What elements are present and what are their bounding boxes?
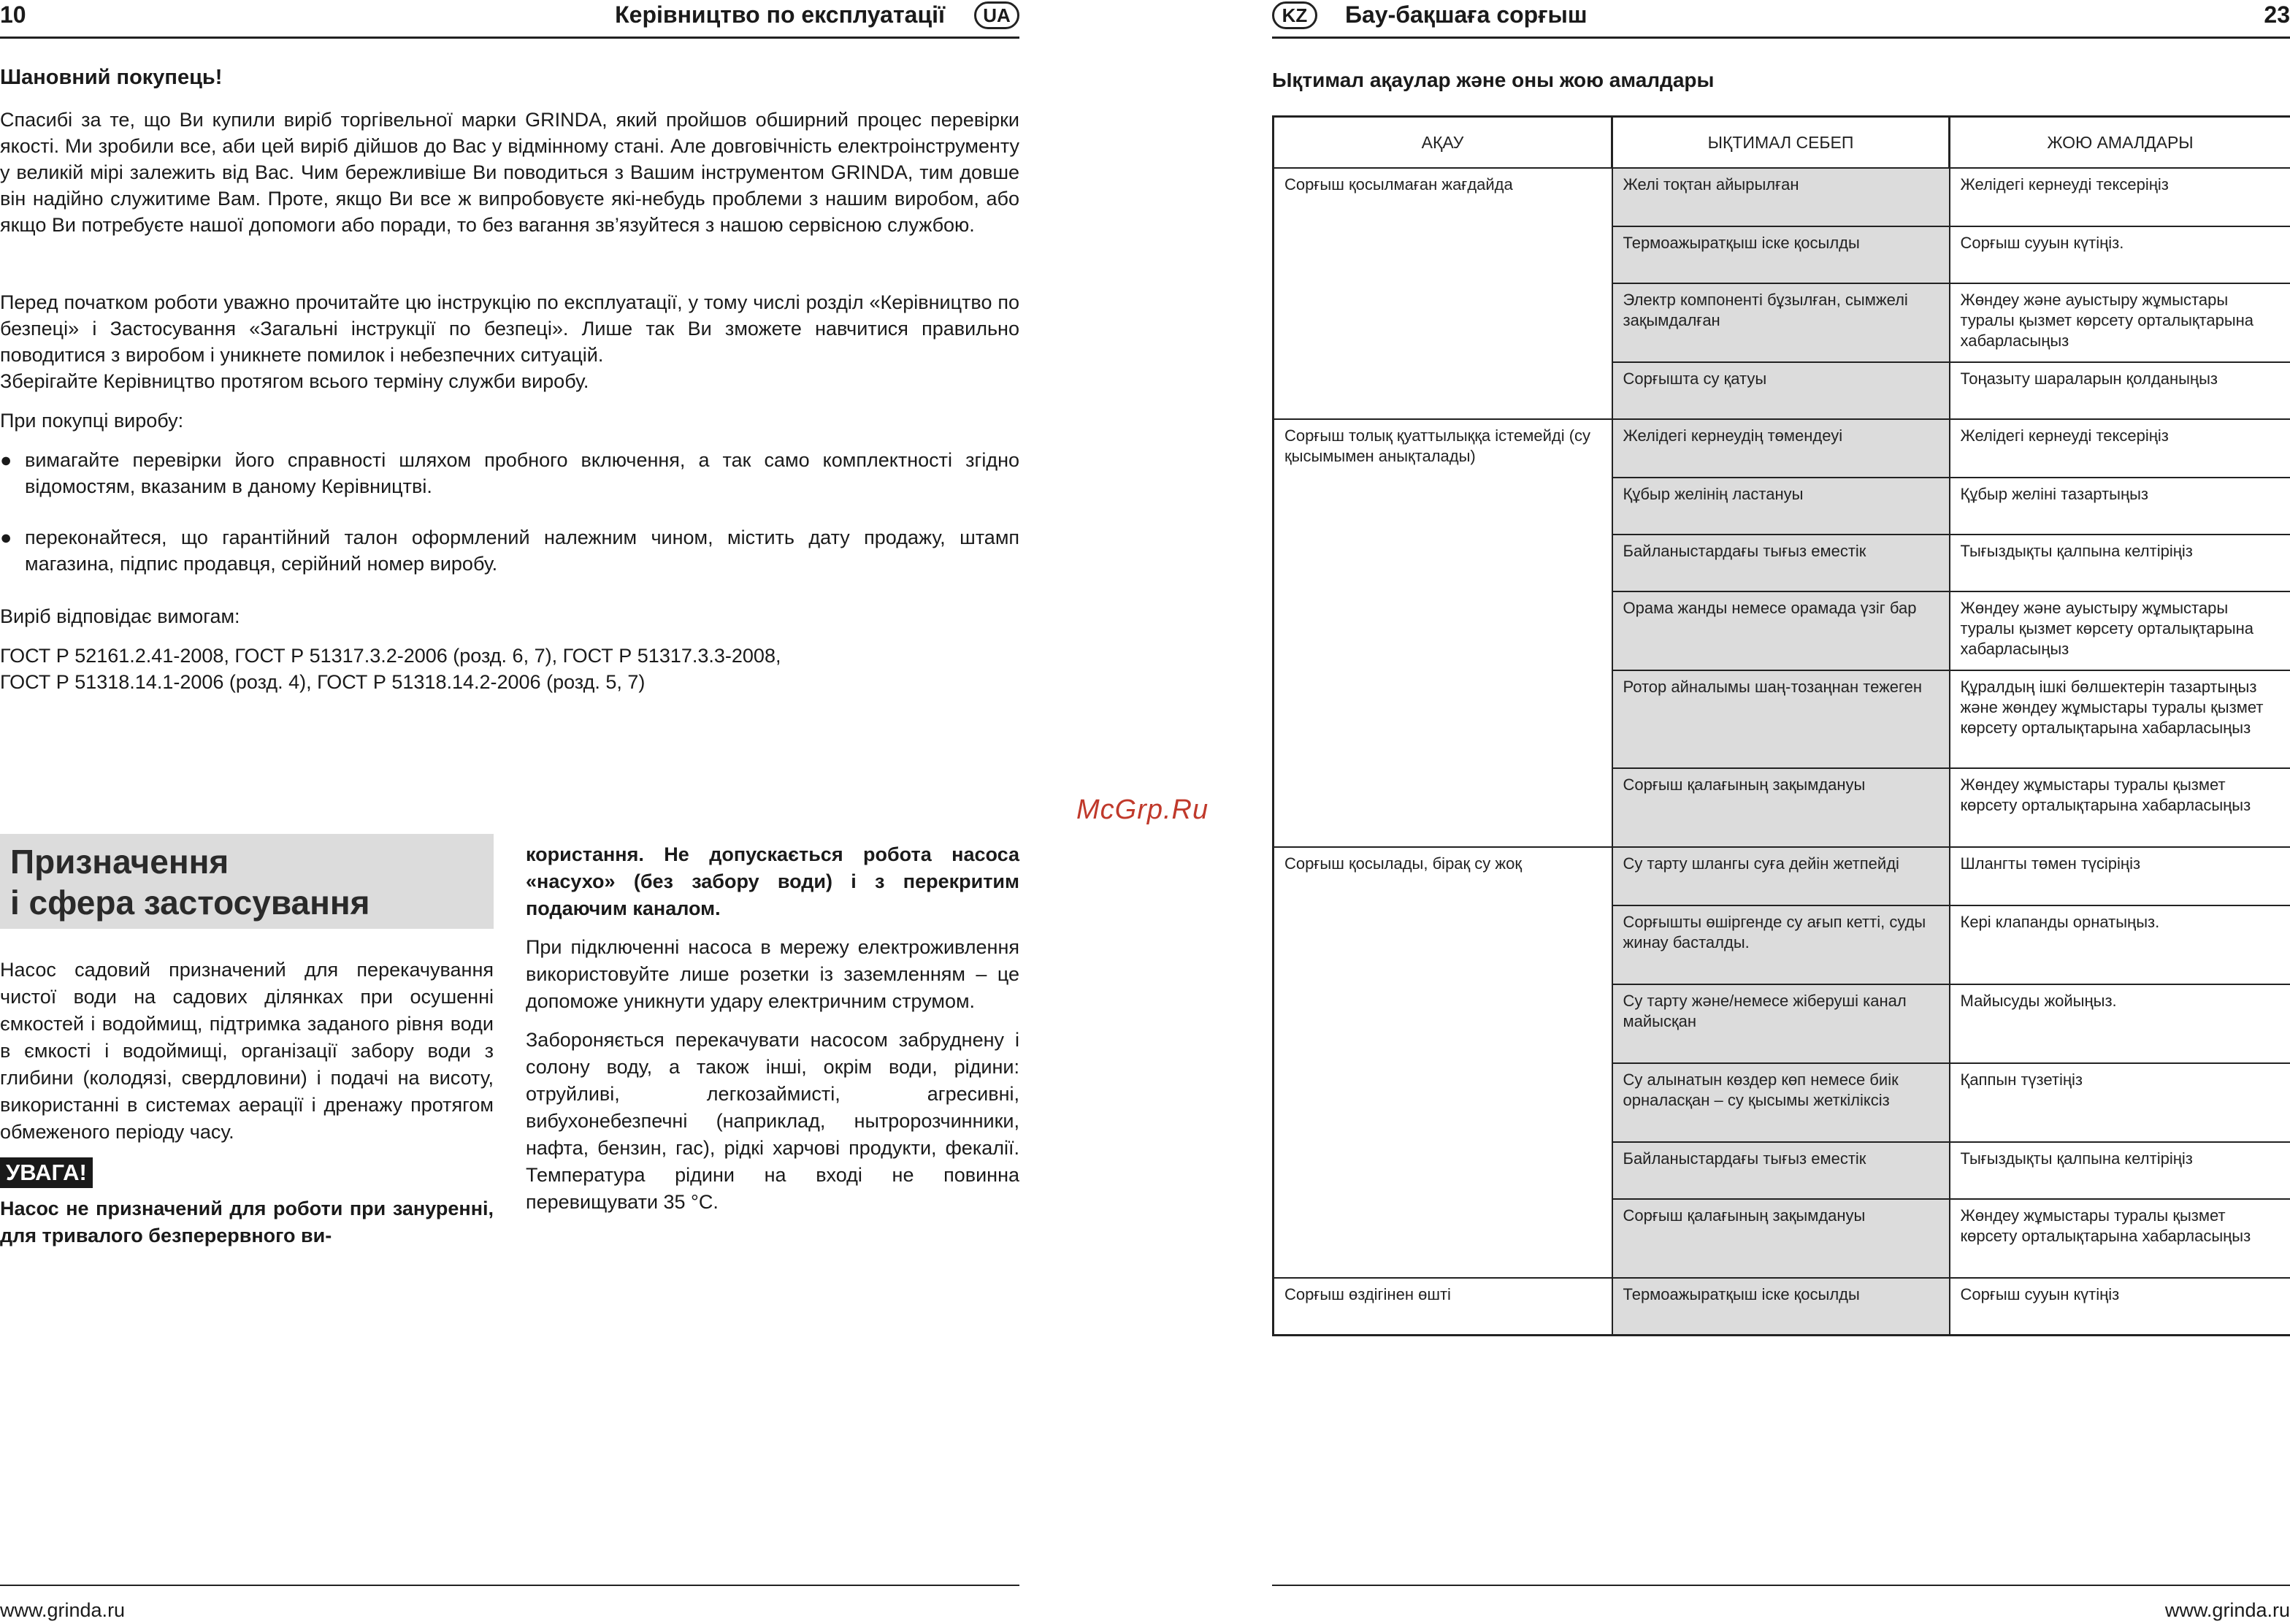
cause-cell: Сорғышты өшіргенде су ағып кетті, суды жинау басталды. (1612, 905, 1950, 984)
section-title: Призначення (10, 843, 229, 881)
bullet-icon: ● (0, 526, 12, 548)
bullet-icon: ● (0, 449, 12, 471)
page-number: 10 (0, 1, 26, 28)
cause-cell: Орама жанды немесе орамада үзіг бар (1612, 591, 1950, 670)
language-badge: UA (974, 1, 1019, 29)
bullet-list-2 (0, 524, 1019, 577)
purpose-column (0, 957, 494, 1249)
cause-cell: Электр компоненті бұзылған, сымжелі зақымдалған (1612, 283, 1950, 362)
page-title: Керівництво по експлуатації (615, 1, 945, 28)
cause-cell: Термоажыратқыш іске қосылды (1612, 226, 1950, 283)
intro-paragraph: Спасибі за те, що Ви купили виріб торгівельної марки GRINDA, який пройшов обширний процес перевірки якості. Ми зробили все, аби цей виріб дійшов до Вас у відмінному стані. Але довговічність електроінструменту у великій мірі залежить від Вас. Чим бережливіше Ви поводиться з Вашим інструментом GRINDA, тим довше він надійно служитиме Вам. Проте, якщо Ви все ж випробовуєте які-небудь проблеми з нашим виробом, або якщо Ви потребуєте нашої допомоги або поради, то без вагання зв’язуйтеся з нашою сервісною службою. (0, 109, 1019, 236)
action-cell: Қаппын түзетіңіз (1950, 1063, 2290, 1142)
column-header: АҚАУ (1274, 117, 1612, 169)
action-cell: Тығыздықты қалпына келтіріңіз (1950, 535, 2290, 591)
list-item: ● переконайтеся, що гарантійний талон оформлений належним чином, містить дату продажу, штамп магазина, підпис продавця, серійний номер виробу. (0, 524, 1019, 577)
warning-text: Насос не призначений для роботи при зануренні, для тривалого безперервного ви- (0, 1198, 494, 1246)
cause-cell: Желі тоқтан айырылған (1612, 168, 1950, 226)
action-cell: Тоңазыту шараларын қолданыңыз (1950, 362, 2290, 419)
symptom-cell: Сорғыш қосылмаған жағдайда (1274, 168, 1612, 419)
action-cell: Желідегі кернеуді тексеріңіз (1950, 168, 2290, 226)
cause-cell: Сорғышта су қатуы (1612, 362, 1950, 419)
right-page-footer (1272, 1585, 2290, 1621)
cause-cell: Құбыр желінің ластануы (1612, 478, 1950, 535)
action-cell: Шлангты төмен түсіріңіз (1950, 847, 2290, 905)
purpose-text: Насос садовий призначений для перекачування чистої води на садових ділянках при осушенні ємкостей і водоймищ, підтримка заданого рівня води в ємкості і водоймищі, організації забору води з глибини (колодязі, свердловини) і подачі на висоту, використанні в системах аерації і дренажу протягом обмеженого періоду часу. (0, 959, 494, 1143)
right-page (1272, 0, 2290, 1624)
symptom-cell: Сорғыш өздігінен өшті (1274, 1278, 1612, 1335)
intro-section-2 (0, 289, 1019, 368)
table-row (1274, 1278, 2290, 1335)
greeting-heading: Шановний покупець! (0, 66, 223, 89)
intro-paragraph: Перед початком роботи уважно прочитайте цю інструкцію по експлуатації, у тому числі розділ «Керівництво по безпеці» і Застосування «Загальні інструкції по безпеці». Лише так Ви зможете навчитися правильно поводитися з виробом і уникнете помилок і небезпечних ситуацій. (0, 291, 1019, 366)
table-title: Ықтимал ақаулар және оны жою амалдары (1272, 69, 1715, 91)
cause-cell: Термоажыратқыш іске қосылды (1612, 1278, 1950, 1335)
section-title-box (0, 834, 494, 929)
action-cell: Сорғыш сууын күтіңіз (1950, 1278, 2290, 1335)
footer-url: www.grinda.ru (0, 1599, 126, 1621)
action-cell: Сорғыш сууын күтіңіз. (1950, 226, 2290, 283)
table-row (1274, 419, 2290, 478)
page-title: Бау-бақшаға сорғыш (1345, 1, 1588, 28)
action-cell: Жөндеу жұмыстары туралы қызмет көрсету орталықтарына хабарласыңыз (1950, 1199, 2290, 1278)
action-cell: Жөндеу және ауыстыру жұмыстары туралы қызмет көрсету орталықтарына хабарласыңыз (1950, 283, 2290, 362)
warning-badge: УВАГА! (0, 1157, 93, 1188)
cause-cell: Желідегі кернеудің төмендеуі (1612, 419, 1950, 478)
list-item: ● вимагайте перевірки його справності шляхом пробного включення, а так само комплектності згідно відомостям, вказаним в даному Керівництві. (0, 447, 1019, 499)
left-page (0, 0, 1019, 1624)
table-row (1274, 168, 2290, 226)
intro-section-3 (0, 368, 1019, 394)
intro-paragraph: При покупці виробу: (0, 410, 184, 432)
intro-section-4 (0, 407, 1019, 434)
cause-cell: Ротор айналымы шаң-тозаңнан тежеген (1612, 670, 1950, 768)
cause-cell: Су тарту және/немесе жіберуші канал майысқан (1612, 984, 1950, 1063)
left-page-header (0, 0, 1019, 39)
intro-paragraph: Зберігайте Керівництво протягом всього терміну служби виробу. (0, 370, 589, 392)
action-cell: Тығыздықты қалпына келтіріңіз (1950, 1142, 2290, 1199)
left-page-footer (0, 1585, 1019, 1621)
footer-url: www.grinda.ru (2164, 1599, 2290, 1621)
column-header: ЫҚТИМАЛ СЕБЕП (1612, 117, 1950, 169)
warning-text-continued: користання. Не допускається робота насоса «насухо» (без забору води) і з перекритим подаючим каналом. (526, 843, 1019, 919)
symptom-cell: Сорғыш қосылады, бірақ су жоқ (1274, 847, 1612, 1278)
right-page-header (1272, 0, 2290, 39)
cause-cell: Су алынатын көздер көп немесе биік орналасқан – су қысымы жеткіліксіз (1612, 1063, 1950, 1142)
column-header: ЖОЮ АМАЛДАРЫ (1950, 117, 2290, 169)
table-header-row (1274, 117, 2290, 169)
usage-paragraph: Забороняється перекачувати насосом забруднену і солону воду, а також інші, окрім води, рідини: отруйливі, легкозаймисті, агресивні, вибухонебезпечні (наприклад, нытророзчинники, нафта, бензин, гас), рідкі харчові продукти, фекалії. Температура рідини на вході не повинна перевищувати 35 °С. (526, 1029, 1019, 1213)
watermark: McGrp.Ru (1076, 794, 1209, 825)
action-cell: Майысуды жойыңыз. (1950, 984, 2290, 1063)
requirements-label: Виріб відповідає вимогам: (0, 605, 240, 627)
action-cell: Құралдың ішкі бөлшектерін тазартыңыз және жөндеу жұмыстары туралы қызмет көрсету орталықтарына хабарласыңыз (1950, 670, 2290, 768)
section-title: і сфера застосування (10, 884, 370, 922)
action-cell: Жөндеу және ауыстыру жұмыстары туралы қызмет көрсету орталықтарына хабарласыңыз (1950, 591, 2290, 670)
cause-cell: Байланыстардағы тығыз еместік (1612, 535, 1950, 591)
requirement-line: ГОСТ Р 51318.14.1-2006 (розд. 4), ГОСТ Р 51318.14.2-2006 (розд. 5, 7) (0, 671, 646, 693)
intro-section (0, 107, 1019, 238)
cause-cell: Сорғыш қалағының зақымдануы (1612, 768, 1950, 847)
cause-cell: Байланыстардағы тығыз еместік (1612, 1142, 1950, 1199)
symptom-cell: Сорғыш толық қуаттылыққа істемейді (су қысымымен анықталады) (1274, 419, 1612, 847)
action-cell: Кері клапанды орнатыңыз. (1950, 905, 2290, 984)
requirement-line: ГОСТ Р 52161.2.41-2008, ГОСТ Р 51317.3.2-2006 (розд. 6, 7), ГОСТ Р 51317.3.3-2008, (0, 645, 781, 667)
requirements-list (0, 643, 1019, 695)
troubleshooting-table (1272, 115, 2290, 1336)
usage-paragraph: При підключенні насоса в мережу електроживлення використовуйте лише розетки із заземленням – це допоможе уникнути удару електричним струмом. (526, 936, 1019, 1012)
usage-column (526, 841, 1019, 1216)
table-row (1274, 847, 2290, 905)
cause-cell: Су тарту шлангы суға дейін жетпейді (1612, 847, 1950, 905)
action-cell: Құбыр желіні тазартыңыз (1950, 478, 2290, 535)
bullet-list (0, 447, 1019, 499)
action-cell: Жөндеу жұмыстары туралы қызмет көрсету орталықтарына хабарласыңыз (1950, 768, 2290, 847)
cause-cell: Сорғыш қалағының зақымдануы (1612, 1199, 1950, 1278)
action-cell: Желідегі кернеуді тексеріңіз (1950, 419, 2290, 478)
language-badge: KZ (1272, 1, 1317, 29)
page-number: 23 (2264, 1, 2290, 28)
